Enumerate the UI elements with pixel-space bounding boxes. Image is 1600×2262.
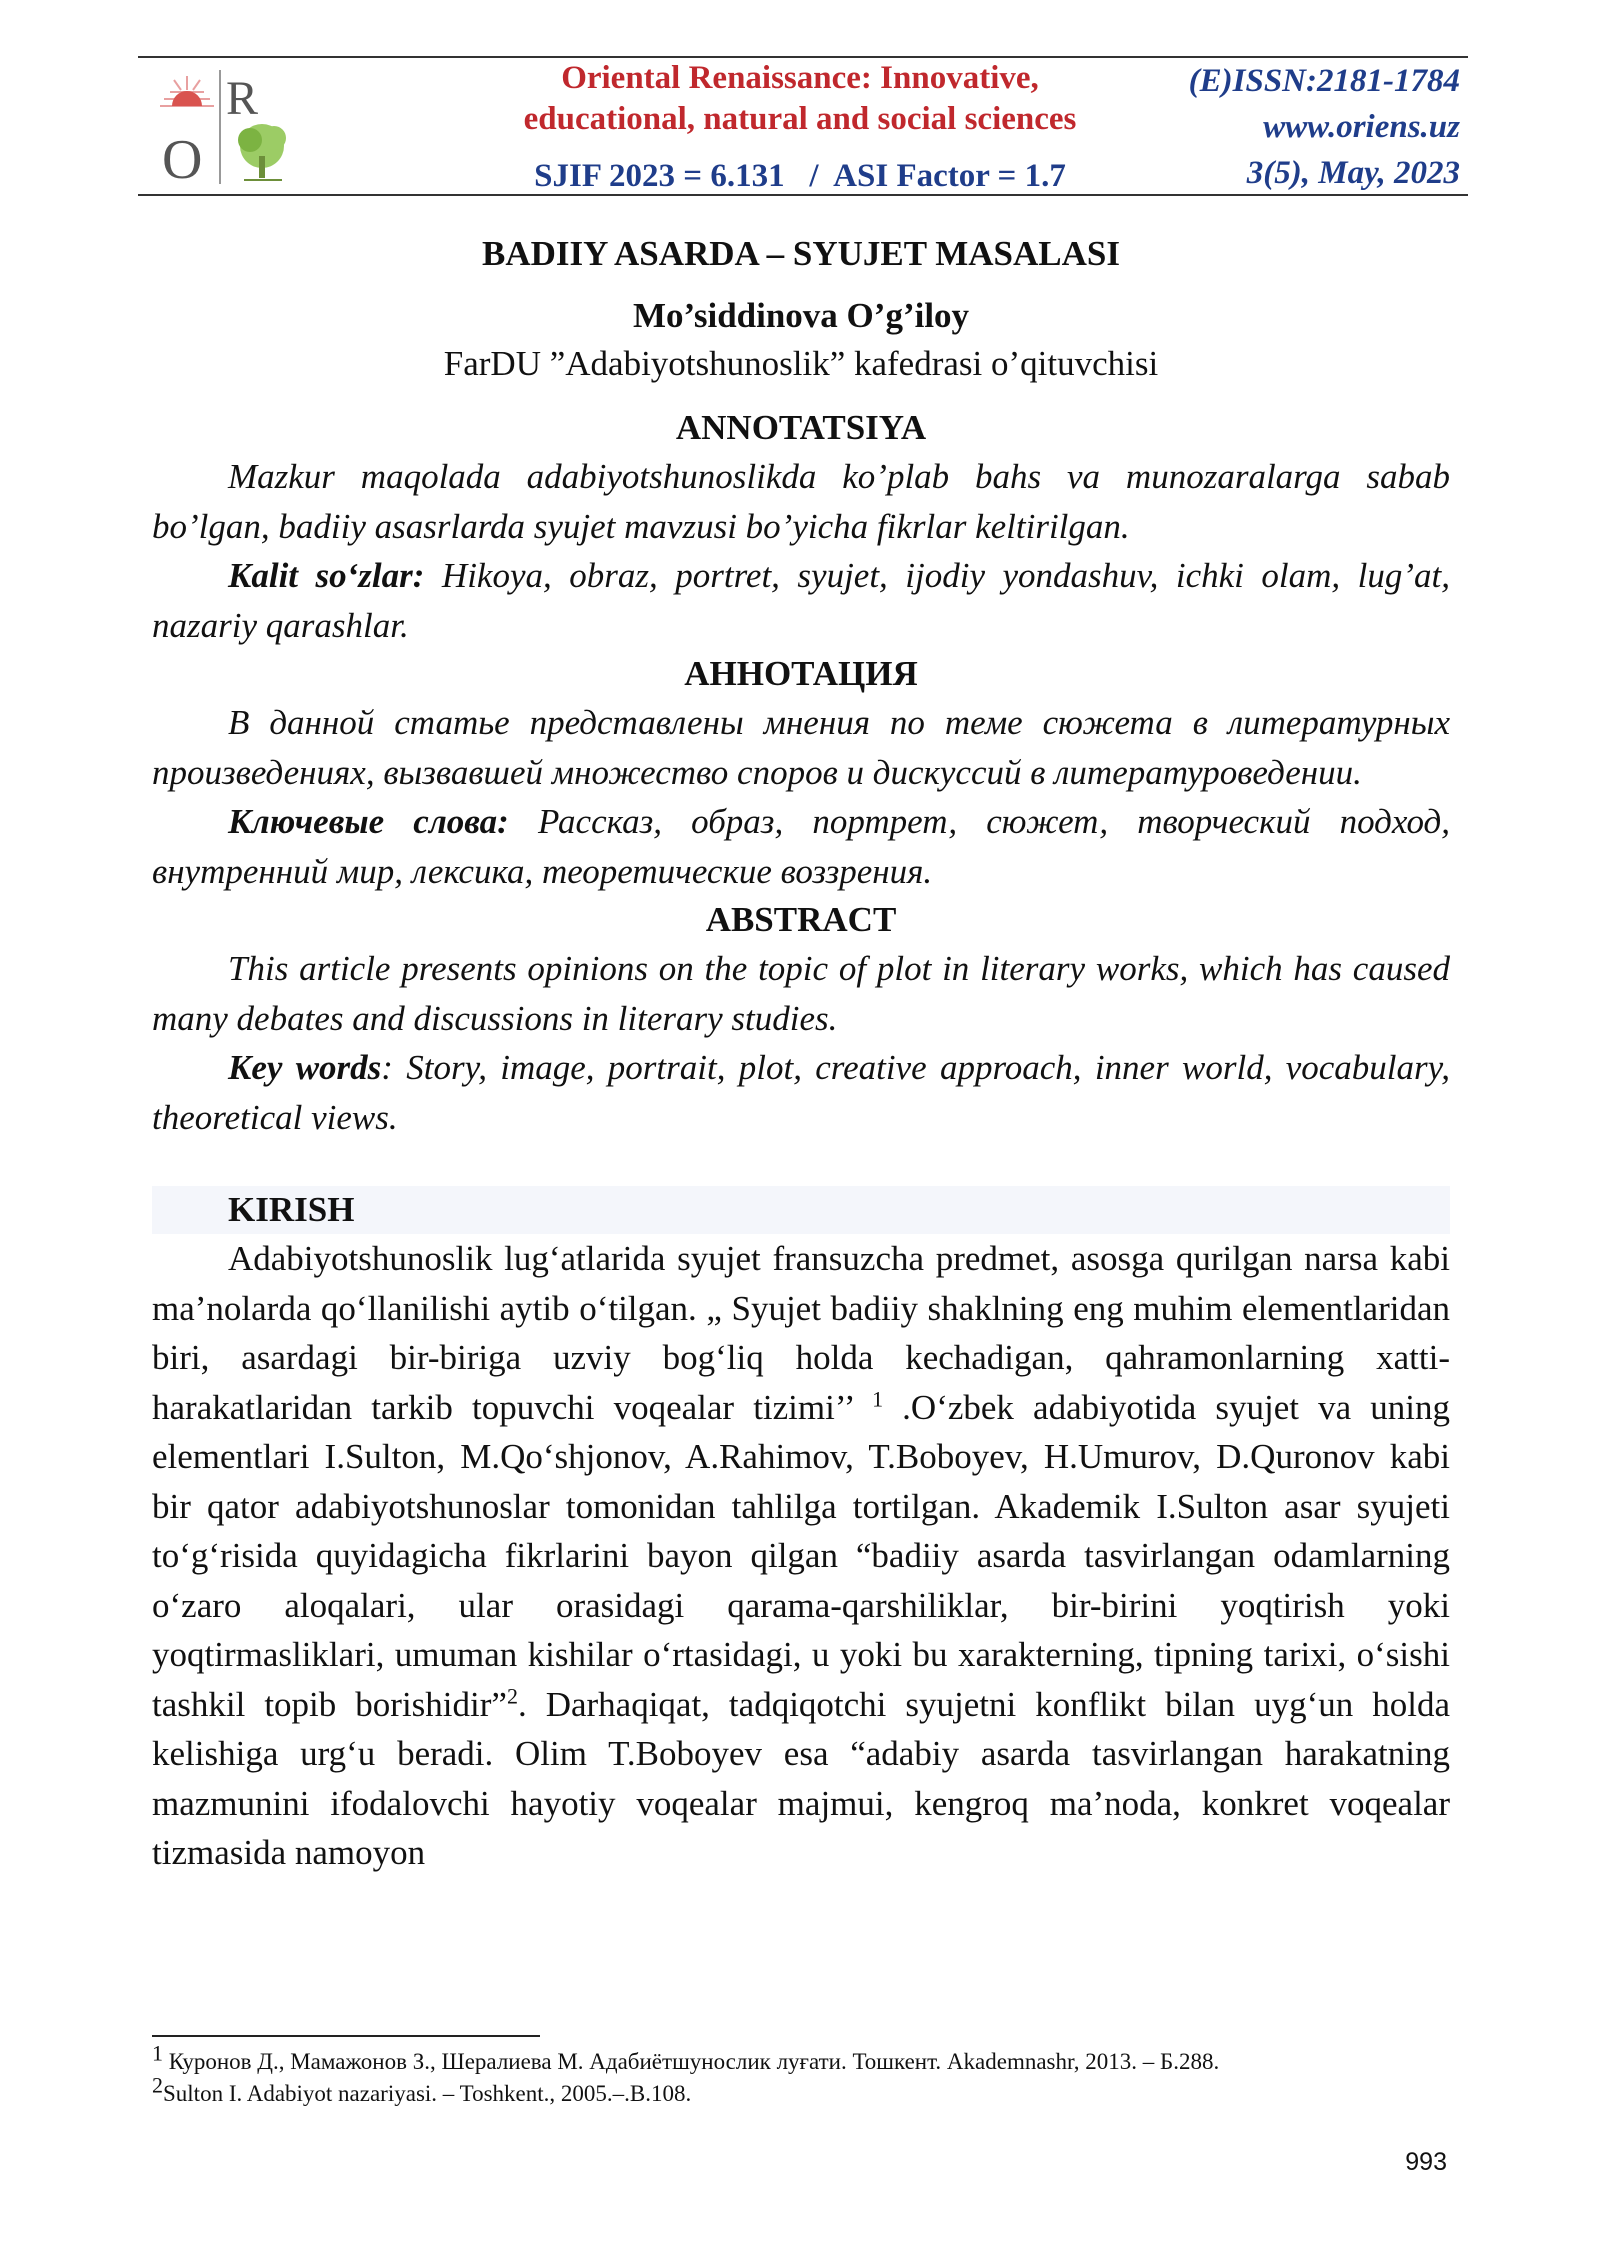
annotatsiya-ru-text: В данной статье представлены мнения по теме сюжета в литературных произведениях, вызвавшей множество споров и дискуссий в литературоведении. [152,703,1450,792]
annotatsiya-keywords: Kalit so‘zlar: Hikoya, obraz, portret, syujet, ijodiy yondashuv, ichki olam, lug’at, nazariy qarashlar. [152,556,1450,645]
article-title: BADIIY ASARDA – SYUJET MASALASI [482,234,1120,273]
author-name: Mo’siddinova O’g’iloy [632,296,970,335]
footnote-ref-2[interactable]: 2 [506,1682,518,1708]
journal-info [1189,58,1460,196]
annotatsiya-heading: ANNOTATSIYA [675,408,927,447]
journal-website: www.oriens.uz [1263,109,1460,145]
svg-text:R: R [226,72,259,125]
svg-text:O: O [162,129,203,186]
journal-logo [158,68,308,186]
annotatsiya-ru-keywords: Ключевые слова: Рассказ, образ, портрет, сюжет, творческий подход, внутренний мир, лексика, теоретические воззрения. [152,802,1450,891]
journal-metrics: SJIF 2023 = 6.131 / ASI Factor = 1.7 [534,158,1066,194]
footnote-1: $^1$ Куронов Д., Мамажонов З., Шералиева М. Адабиётшунослик луғати. Тошкент. Akademnashr, 2013. – Б.288. [152,2040,1220,2074]
sunrise-icon [160,76,214,106]
annotatsiya-text: Mazkur maqolada adabiyotshunoslikda ko’plab bahs va munozaralarga sabab bo’lgan, badiiy asasrlarda syujet mavzusi bo’yicha fikrlar keltirilgan. [152,457,1450,546]
issue-info: 3(5), May, 2023 [1246,155,1460,191]
page-number: 993 [1405,2148,1447,2176]
header-bottom-rule [138,194,1468,196]
abstract-text: This article presents opinions on the topic of plot in literary works, which has caused many debates and discussions in literary studies. [152,949,1450,1038]
abstract-keywords: Key words: Story, image, portrait, plot, creative approach, inner world, vocabulary, theoretical views. [152,1048,1450,1137]
tree-icon [238,124,286,180]
journal-title: Oriental Renaissance: Innovative, educational, natural and social sciences [523,60,1077,137]
abstract-heading: ABSTRACT [705,900,897,939]
author-affiliation: FarDU ”Adabiyotshunoslik” kafedrasi o’qituvchisi [443,344,1159,383]
annotatsiya-ru-heading: АННОТАЦИЯ [684,654,918,693]
kirish-paragraph: Adabiyotshunoslik lug‘atlarida syujet fransuzcha predmet, asosga qurilgan narsa kabi ma’nolarda qo‘llanilishi aytib o‘tilgan. „ Syujet badiiy shaklning eng muhim elementlaridan biri, asardagi bir-biriga uzviy bog‘liq holda kechadigan, qahramonlarning xatti-harakatlaridan tarkib topuvchi voqealar tizimi’’ $^1$ .O‘zbek adabiyotida syujet va uning elementlari I.Sulton, M.Qo‘shjonov, A.Rahimov, T.Boboyev, H.Umurov, D.Quronov kabi bir qator adabiyotshunoslar tomonidan tahlilga tortilgan. Akademik I.Sulton asar syujeti to‘g‘risida quyidagicha fikrlarini bayon qilgan “badiiy asarda tasvirlangan odamlarning o‘zaro aloqalari, ular orasidagi qarama-qarshiliklar, bir-birini yoqtirish yoki yoqtirmasliklari, umuman kishilar o‘rtasidagi, u yoki bu xarakterning, tipning tarixi, o‘sishi tashkil topib borishidir”$^2$. Darhaqiqat, tadqiqotchi syujetni konflikt bilan uyg‘un holda kelishiga urg‘u beradi. Olim T.Boboyev esa “adabiy asarda tasvirlangan harakatning mazmunini ifodalovchi hayotiy voqealar majmui, kengroq ma’noda, konkret voqealar tizmasida namoyon [152,1239,1451,1872]
footnote-ref-1[interactable]: 1 [872,1385,884,1411]
footnote-2: $^2$Sulton I. Adabiyot nazariyasi. – Toshkent., 2005.–.B.108. [152,2072,692,2106]
issn: (E)ISSN:2181-1784 [1188,63,1460,99]
article-body [152,228,1450,1878]
footnote-separator [152,2035,540,2037]
kirish-heading: KIRISH [152,1186,1450,1234]
journal-header [420,58,1180,195]
